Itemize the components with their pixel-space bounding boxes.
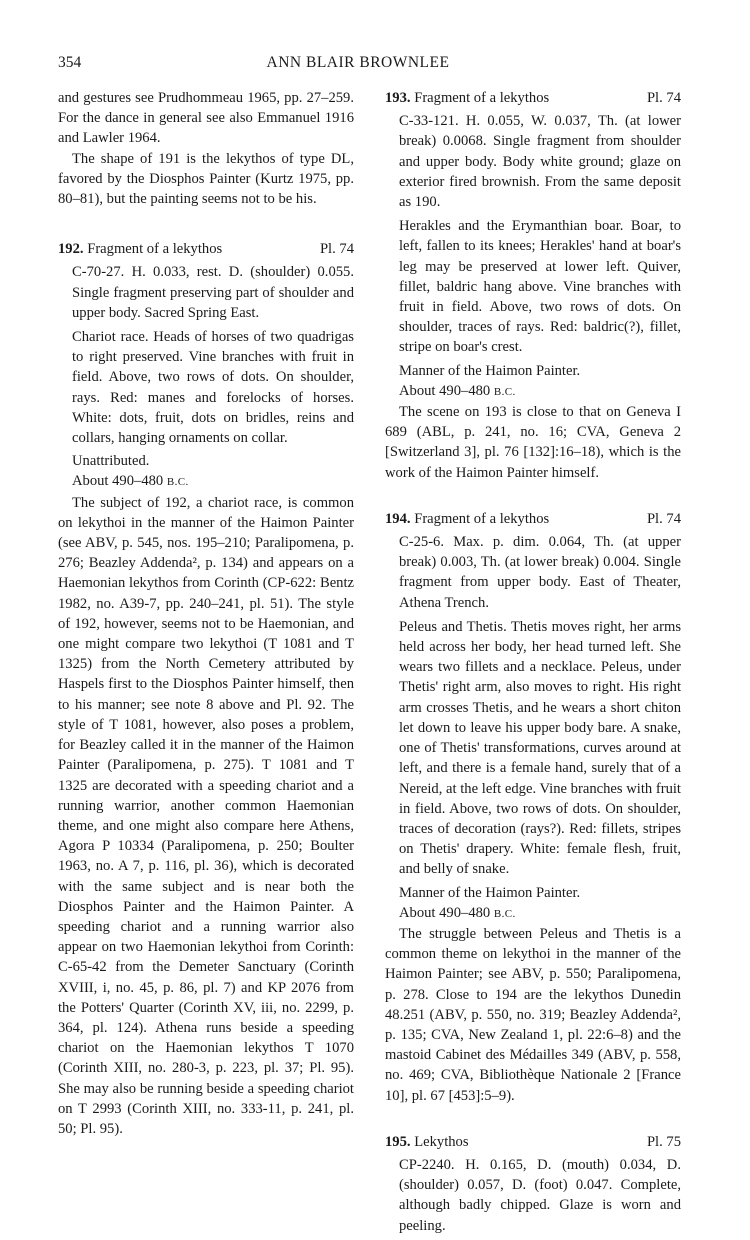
running-head: ANN BLAIR BROWNLEE [266, 54, 450, 71]
description: Chariot race. Heads of horses of two quadrigas to right preserved. Vine branches with fruit in field. Above, two rows of dots. On shoulder, rays. Red: manes and forelocks of horses. White: dots, fruit, dots on bridles, reins and collars, hanging ornaments on collar. [72, 329, 354, 447]
entry-title: Fragment of a lekythos [414, 90, 550, 106]
entry-heading [385, 88, 681, 108]
catalog-data: C-25-6. Max. p. dim. 0.064, Th. (at upper break) 0.003, Th. (at lower break) 0.004. Single fragment from upper body. East of Theater, Athena Trench. [399, 534, 681, 611]
date: About 490–480 [399, 904, 491, 921]
entry-195 [385, 1132, 681, 1236]
entry-heading [58, 239, 354, 259]
description: Herakles and the Erymanthian boar. Boar, to left, fallen to its knees; Herakles' hand at boar's leg may be preserved at lower left. Quiver, fillet, baldric hang above. Vine branches with fruit in field. Above, two rows of dots. On shoulder, traces of rays. Red: baldric(?), fillet, stripe on boar's crest. [399, 218, 681, 356]
commentary: The subject of 192, a chariot race, is common on lekythoi in the manner of the Haimon Painter (see ABV, p. 545, nos. 195–210; Paralipomena, p. 276; Beazley Addenda², p. 134) and appears on a Haemonian lekythos from Corinth (CP-622: Bentz 1982, no. A39-7, pp. 240–241, pl. 51). The style of 192, however, seems not to be Haemonian, and one might compare two lekythoi (T 1081 and T 1325) from the North Cemetery attributed by Haspels first to the Diosphos Painter himself, then to his manner; see note 8 above and Pl. 92. The style of T 1081, however, also poses a problem, for Beazley called it in the manner of the Haimon Painter (Paralipomena, p. 275). T 1081 and T 1325 are decorated with a speeding chariot and a running warrior, another common Haemonian theme, and one might also compare here Athens, Agora P 10334 (Paralipomena, p. 250; Boulter 1963, no. A 7, p. 116, pl. 36), which is decorated with the same subject and is near both the Diosphos Painter and the Haimon Painter. A speeding chariot and a running warrior also appear on two Haemonian lekythoi from Corinth: C-65-42 from the Demeter Sanctuary (Corinth XVIII, i, no. 45, p. 86, pl. 7) and KP 2076 from the Potters' Quarter (Corinth XV, iii, no. 2299, p. 364, pl. 124). Athena runs beside a speeding chariot on the Haemonian lekythos T 1070 (Corinth XIII, no. 280-3, p. 223, pl. 37; Pl. 95). She may also be running beside a speeding chariot on T 2993 (Corinth XIII, no. 333-11, p. 241, pl. 50; Pl. 95). [58, 494, 354, 1137]
catalog-data: C-33-121. H. 0.055, W. 0.037, Th. (at lower break) 0.0068. Single fragment from shoulder and upper body. Body white ground; glaze on exterior fired brownish. From the same deposit as 190. [399, 113, 681, 211]
catalog-data: CP-2240. H. 0.165, D. (mouth) 0.034, D. (shoulder) 0.057, D. (foot) 0.047. Complete, although badly chipped. Glaze is worn and peeling. [399, 1156, 681, 1234]
attribution: Manner of the Haimon Painter. [399, 884, 581, 901]
entry-number: 195. [385, 1133, 411, 1150]
plate-reference: Pl. 74 [646, 90, 681, 106]
attribution: Manner of the Haimon Painter. [399, 362, 581, 379]
description: Peleus and Thetis. Thetis moves right, her arms held across her body, her head turned left. She wears two fillets and a necklace. Peleus, under Thetis' right arm, also moves to right. His right arm crosses Thetis, and he wears a short chiton let down to leave his upper body bare. A snake, one of Thetis' transformations, curves around at left, and there is a female hand, surely that of a Nereid, at the left edge. Vine branches with fruit in field. Above, two rows of dots. On shoulder, traces of decoration (rays?). Red: fillets, stripes on Thetis' drapery. White: female flesh, fruit, and belly of snake. [399, 618, 681, 878]
left-column [58, 88, 354, 1139]
commentary: The scene on 193 is close to that on Geneva I 689 (ABL, p. 241, no. 16; CVA, Geneva 2 [Switzerland 3], pl. 76 [132]:16–18), which is the work of the Haimon Painter himself. [385, 404, 681, 481]
entry-title: Fragment of a lekythos [414, 510, 550, 527]
intro-paragraph-1: and gestures see Prudhommeau 1965, pp. 27–259. For the dance in general see also Emmanuel 1916 and Lawler 1964. [58, 90, 354, 147]
right-column [385, 88, 681, 1240]
plate-reference: Pl. 75 [646, 1133, 681, 1150]
entry-number: 193. [385, 90, 411, 106]
entry-number: 194. [385, 510, 411, 527]
entry-193 [385, 88, 681, 483]
era: B.C. [166, 476, 189, 489]
era: B.C. [493, 385, 516, 398]
entry-194 [385, 509, 681, 1106]
date-line [385, 903, 681, 924]
plate-reference: Pl. 74 [319, 241, 354, 258]
date: About 490–480 [72, 473, 164, 490]
commentary: The struggle between Peleus and Thetis is a common theme on lekythoi in the manner of the Haimon Painter; see ABV, p. 550; Paralipomena, p. 278. Close to 194 are the lekythos Dunedin 48.251 (ABV, p. 550, no. 319; Beazley Addenda², p. 135; CVA, New Zealand 1, pl. 22:6–8) and the mastoid Cabinet des Médailles 349 (ABV, p. 558, no. 469; CVA, Bibliothèque Nationale 2 [France 10], pl. 67 [453]:5–9). [385, 925, 681, 1104]
entry-title: Fragment of a lekythos [87, 241, 223, 258]
entry-title: Lekythos [414, 1133, 469, 1150]
page-number: 354 [58, 54, 82, 71]
page-header [58, 54, 658, 76]
date-line [385, 381, 681, 402]
plate-reference: Pl. 74 [646, 510, 681, 527]
intro-paragraph-2: The shape of 191 is the lekythos of type DL, favored by the Diosphos Painter (Kurtz 1975, pp. 80–81), but the painting seems not to be his. [58, 150, 354, 208]
date-line [58, 471, 354, 492]
date: About 490–480 [399, 382, 491, 399]
era: B.C. [493, 907, 516, 920]
entry-192 [58, 239, 354, 1139]
attribution: Unattributed. [72, 453, 150, 470]
entry-number: 192. [58, 241, 84, 258]
catalog-data: C-70-27. H. 0.033, rest. D. (shoulder) 0.055. Single fragment preserving part of shoulder and upper body. Sacred Spring East. [72, 264, 354, 321]
entry-heading [385, 1132, 681, 1152]
entry-heading [385, 509, 681, 529]
